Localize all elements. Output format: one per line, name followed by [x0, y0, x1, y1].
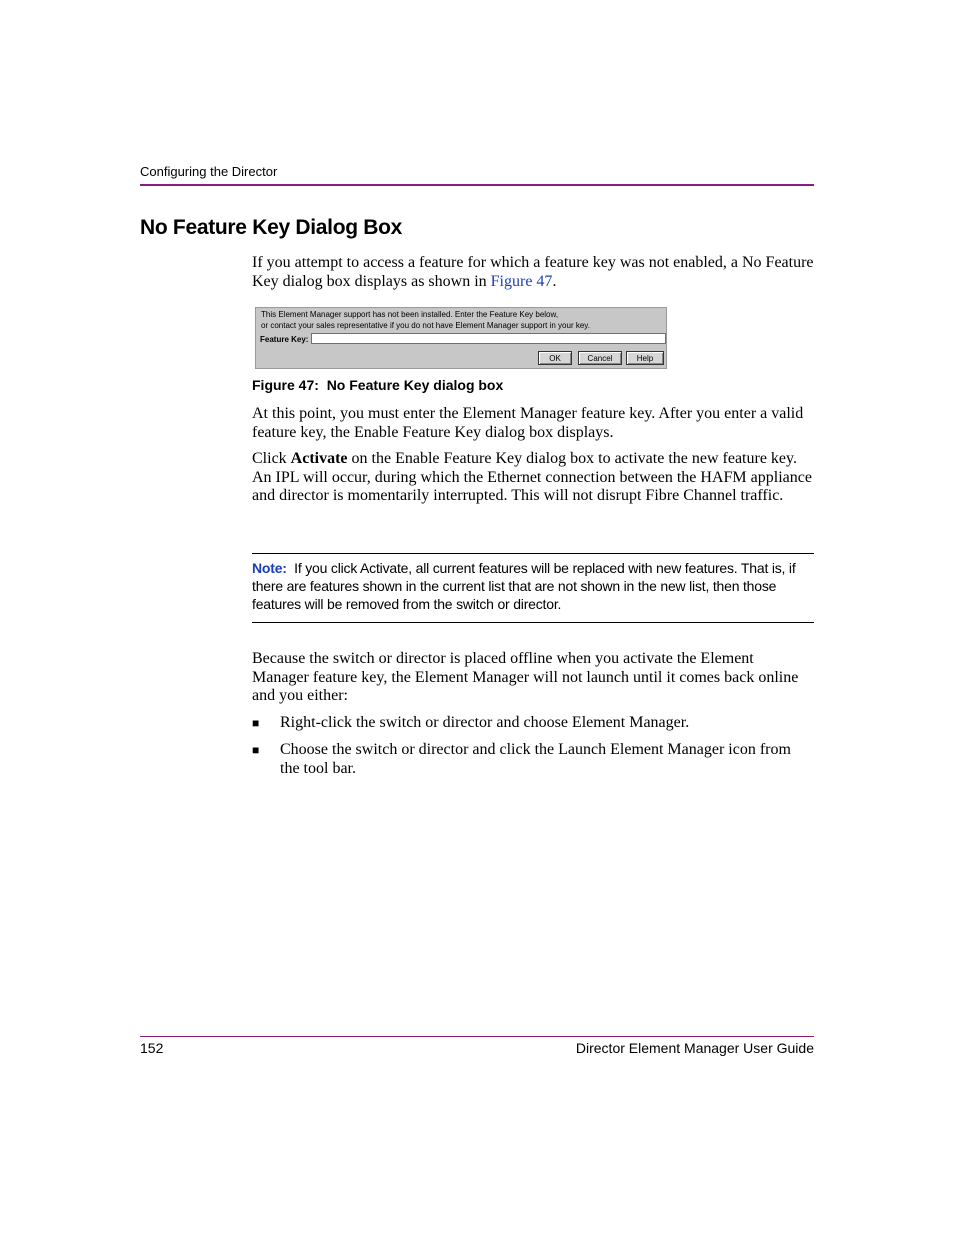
page-number: 152	[140, 1040, 164, 1056]
note-text-before: If you click	[294, 560, 361, 576]
activate-text-before: Click	[252, 450, 291, 467]
activate-paragraph	[252, 450, 814, 506]
section-title: No Feature Key Dialog Box	[140, 216, 403, 239]
offline-paragraph: Because the switch or director is placed offline when you activate the Element Manager feature key, the Element Manager will not launch until it comes back online and you either:	[252, 650, 799, 704]
list-item-text: Right-click the switch or director and choose Element Manager.	[280, 714, 690, 731]
note-emphasis: Activate	[360, 560, 409, 576]
dialog-message-line-1: This Element Manager support has not been installed. Enter the Feature Key below,	[261, 310, 559, 319]
activate-text-after: on the Enable Feature Key dialog box to activate the new feature key. An IPL will occur, during which the Ethernet connection between the HAFM appliance and director is momentarily interrupted. This will not disrupt Fibre Channel traffic.	[252, 450, 812, 504]
enter-key-paragraph: At this point, you must enter the Element Manager feature key. After you enter a valid feature key, the Enable Feature Key dialog box displays.	[252, 405, 804, 441]
no-feature-key-dialog	[255, 307, 667, 369]
figure-title: No Feature Key dialog box	[326, 377, 504, 393]
bullet-marker: ■	[252, 743, 260, 757]
intro-paragraph	[252, 254, 814, 291]
note-text-after: , all current features will be replaced with new features. That is, if there are features shown in the current list that are not shown in the new list, then those features will be removed from the switch or director.	[252, 560, 796, 612]
bullet-list	[252, 714, 814, 787]
note-top-rule	[252, 553, 814, 554]
note-bottom-rule	[252, 622, 814, 623]
ok-button[interactable]: OK	[538, 351, 572, 365]
figure-47-link[interactable]: Figure 47	[490, 272, 553, 290]
list-item	[252, 714, 814, 733]
note-block	[252, 559, 814, 613]
intro-period: .	[552, 272, 557, 290]
figure-caption	[252, 377, 503, 393]
feature-key-label: Feature Key:	[260, 335, 309, 344]
bullet-marker: ■	[252, 716, 260, 730]
dialog-message-line-2: or contact your sales representative if you do not have Element Manager support in your key.	[261, 320, 590, 330]
running-header: Configuring the Director	[140, 164, 278, 179]
figure-label: Figure 47:	[252, 377, 319, 393]
note-label: Note:	[252, 560, 287, 576]
footer-rule	[140, 1036, 814, 1037]
feature-key-input[interactable]	[311, 333, 666, 344]
list-item	[252, 741, 814, 778]
book-title: Director Element Manager User Guide	[575, 1040, 814, 1056]
cancel-button[interactable]: Cancel	[578, 351, 622, 365]
header-rule	[140, 184, 814, 186]
activate-term: Activate	[290, 450, 348, 467]
intro-text: If you attempt to access a feature for which a feature key was not enabled, a No Feature Key dialog box displays as shown in	[252, 254, 814, 290]
dialog-message	[261, 310, 590, 331]
list-item-text: Choose the switch or director and click the Launch Element Manager icon from the tool bar.	[280, 741, 791, 777]
help-button[interactable]: Help	[626, 351, 664, 365]
